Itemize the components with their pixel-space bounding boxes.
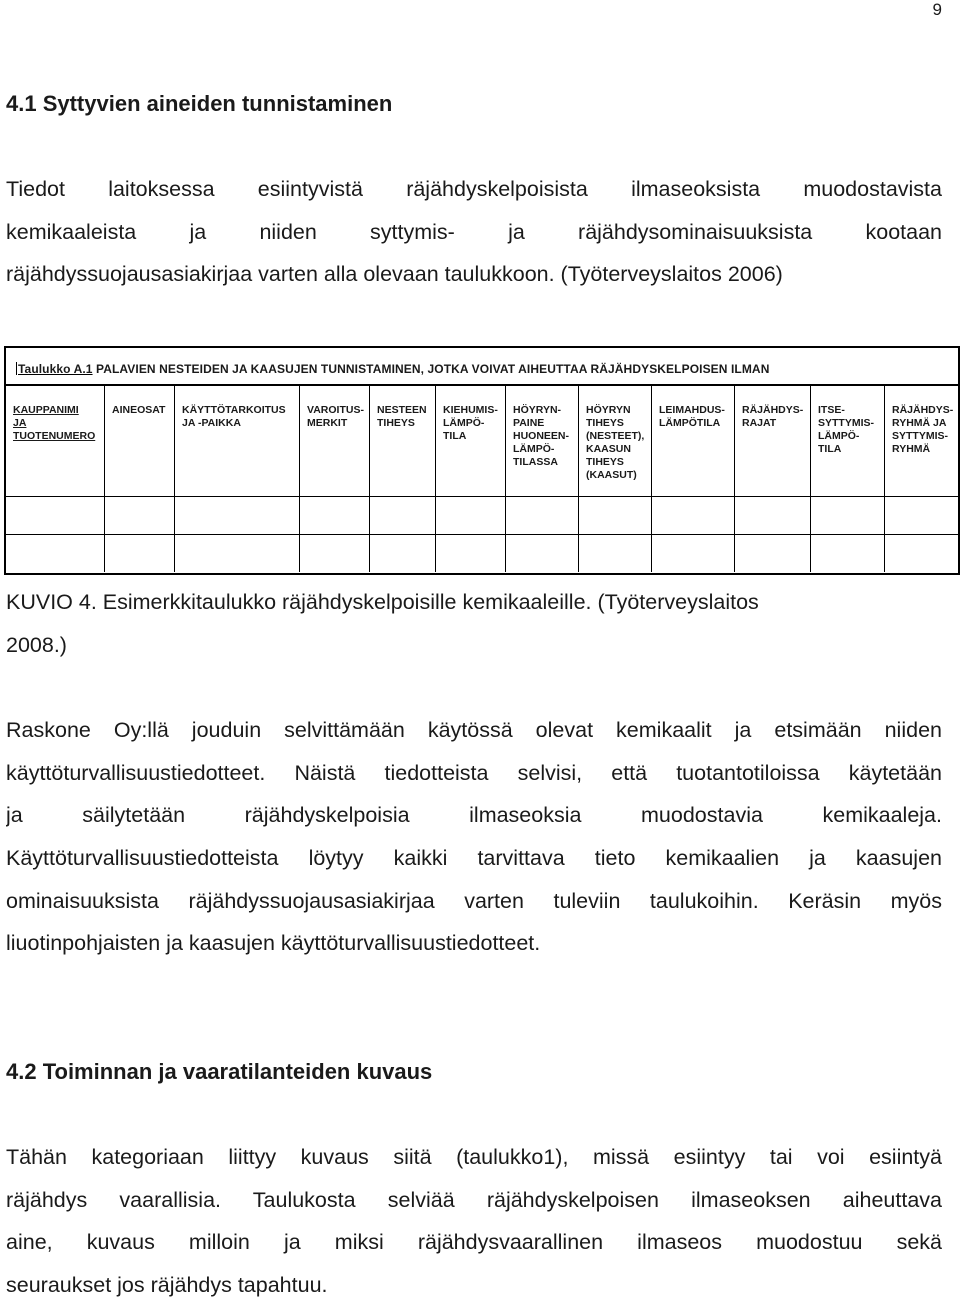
- column-header-vapour-density: HÖYRYN TIHEYS (NESTEET), KAASUN TIHEYS (KAASUT): [578, 384, 651, 497]
- body-paragraph: [6, 709, 942, 965]
- caption-line: KUVIO 4. Esimerkkitaulukko räjähdyskelpoisille kemikaaleille. (Työterveyslaitos: [6, 590, 759, 614]
- table-title-text: PALAVIEN NESTEIDEN JA KAASUJEN TUNNISTAMINEN, JOTKA VOIVAT AIHEUTTAA RÄJÄHDYSKELPOISEN ILMAN: [96, 362, 770, 376]
- paragraph-line: räjähdys vaarallisia. Taulukosta selviää räjähdyskelpoisen ilmaseoksen aiheuttava: [6, 1187, 942, 1212]
- column-header-use: KÄYTTÖTARKOITUS JA -PAIKKA: [174, 384, 299, 497]
- page-number: 9: [932, 0, 942, 19]
- row-divider: [6, 534, 958, 535]
- paragraph-line: Raskone Oy:llä jouduin selvittämään käytössä olevat kemikaalit ja etsimään niiden: [6, 718, 942, 742]
- caption-line: 2008.): [6, 632, 67, 657]
- table-title: [16, 362, 769, 376]
- paragraph-line: Tähän kategoriaan liittyy kuvaus siitä (taulukko1), missä esiintyy tai voi esiintyä: [6, 1145, 942, 1169]
- paragraph-line: käyttöturvallisuustiedotteet. Näistä tiedotteista selvisi, että tuotantotiloissa käytetään: [6, 760, 942, 785]
- column-header-vapour-pressure: HÖYRYN- PAINE HUONEEN- LÄMPÖ- TILASSA: [505, 384, 578, 497]
- paragraph-line: seuraukset jos räjähdys tapahtuu.: [6, 1273, 328, 1298]
- section2-paragraph: [6, 1136, 942, 1307]
- column-headers: [6, 384, 958, 497]
- column-header-ingredients: AINEOSAT: [104, 384, 174, 497]
- example-table-figure: [4, 346, 960, 575]
- section1-paragraph: [6, 168, 942, 296]
- paragraph-line: Käyttöturvallisuustiedotteista löytyy kaikki tarvittava tieto kemikaalien ja kaasujen: [6, 846, 942, 871]
- column-header-liquid-density: NESTEEN TIHEYS: [369, 384, 435, 497]
- column-header-flash-point: LEIMAHDUS- LÄMPÖTILA: [651, 384, 734, 497]
- paragraph-line: kemikaaleista ja niiden syttymis- ja räjähdysominaisuuksista kootaan: [6, 219, 942, 244]
- paragraph-line: liuotinpohjaisten ja kaasujen käyttöturvallisuustiedotteet.: [6, 931, 541, 956]
- column-header-boiling-point: KIEHUMIS- LÄMPÖ- TILA: [435, 384, 505, 497]
- section-heading-4-2: 4.2 Toiminnan ja vaaratilanteiden kuvaus: [6, 1059, 433, 1084]
- column-header-autoignition: ITSE- SYTTYMIS- LÄMPÖ- TILA: [810, 384, 884, 497]
- section-heading-4-1: 4.1 Syttyvien aineiden tunnistaminen: [6, 91, 393, 116]
- text-cursor: [16, 362, 17, 375]
- column-header-explosion-group: RÄJÄHDYS- RYHMÄ JA SYTTYMIS- RYHMÄ: [884, 384, 956, 497]
- figure-caption: [6, 581, 942, 666]
- paragraph-line: ja säilytetään räjähdyskelpoisia ilmaseoksia muodostavia kemikaaleja.: [6, 803, 942, 828]
- paragraph-line: räjähdyssuojausasiakirjaa varten alla olevaan taulukkoon. (Työterveyslaitos 2006): [6, 262, 783, 287]
- column-header-trade-name: KAUPPANIMI JA TUOTENUMERO: [13, 404, 96, 442]
- column-header-explosion-limits: RÄJÄHDYS- RAJAT: [734, 384, 810, 497]
- table-label: Taulukko A.1: [18, 362, 93, 376]
- column-header-warning-labels: VAROITUS- MERKIT: [299, 384, 369, 497]
- paragraph-line: aine, kuvaus milloin ja miksi räjähdysvaarallinen ilmaseos muodostuu sekä: [6, 1230, 942, 1255]
- paragraph-line: ominaisuuksista räjähdyssuojausasiakirjaa varten tuleviin taulukoihin. Keräsin myös: [6, 888, 942, 913]
- paragraph-line: Tiedot laitoksessa esiintyvistä räjähdyskelpoisista ilmaseoksista muodostavista: [6, 177, 942, 201]
